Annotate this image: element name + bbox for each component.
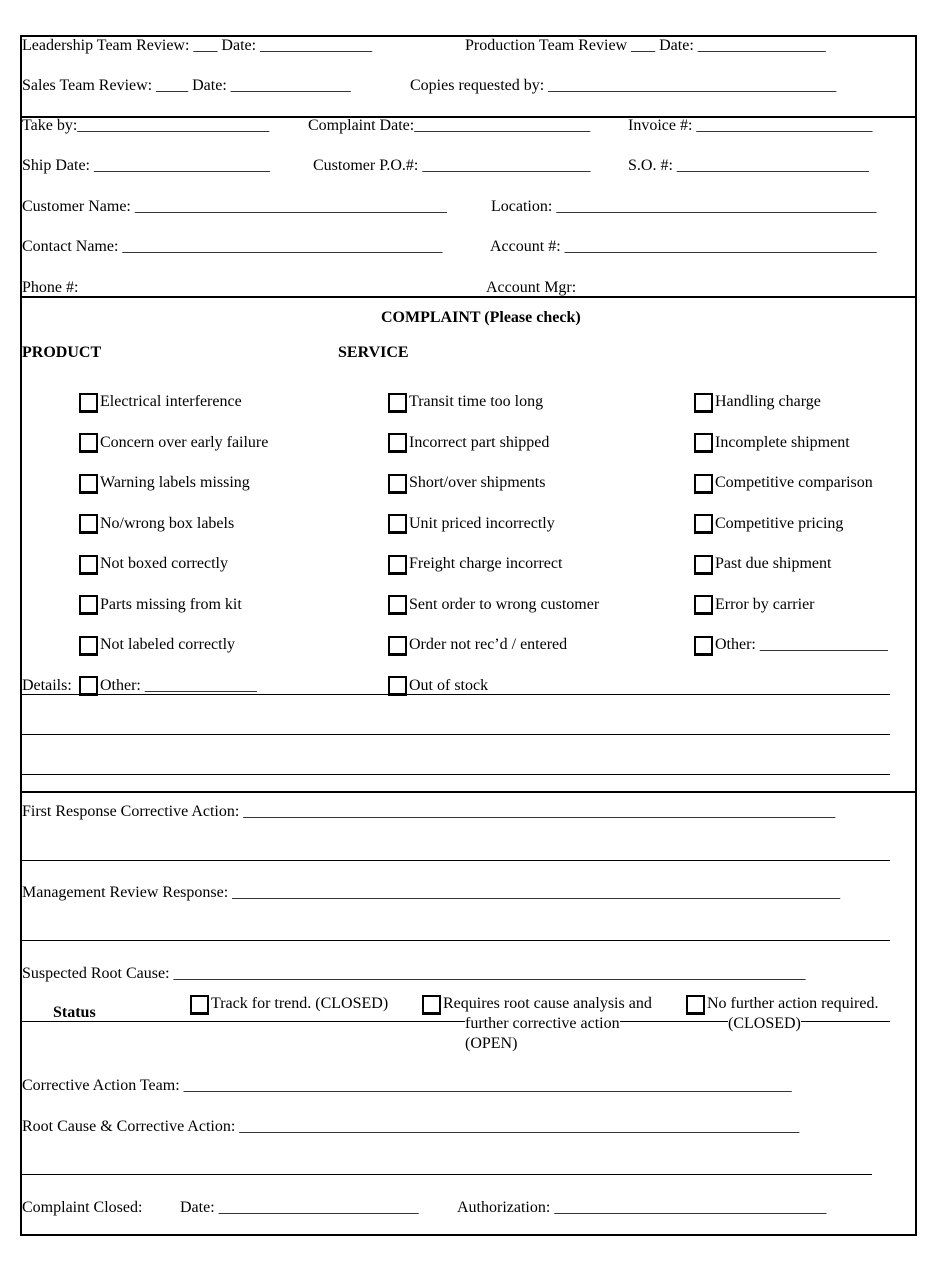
checkbox-warning-labels-missing[interactable]	[79, 474, 98, 493]
details-line-3[interactable]	[22, 774, 890, 775]
checkbox-competitive-pricing[interactable]	[694, 514, 713, 533]
label-electrical-interference: Electrical interference	[100, 393, 242, 410]
authorization-field[interactable]: Authorization: __________________________________	[457, 1199, 827, 1216]
so-number-field[interactable]: S.O. #: ________________________	[628, 157, 869, 174]
label-no-further-action: No further action required.	[707, 995, 879, 1012]
complaint-section	[20, 296, 917, 793]
label-warning-labels-missing: Warning labels missing	[100, 474, 250, 491]
checkbox-parts-missing-from-kit[interactable]	[79, 595, 98, 614]
label-not-boxed-correctly: Not boxed correctly	[100, 555, 228, 572]
customer-name-field[interactable]: Customer Name: _______________________________________	[22, 198, 447, 215]
leadership-review-field[interactable]: Leadership Team Review: ___ Date: ______________	[22, 37, 373, 54]
checkbox-sent-order-wrong-customer[interactable]	[388, 595, 407, 614]
checkbox-product-other[interactable]	[79, 676, 98, 695]
label-unit-priced-incorrectly: Unit priced incorrectly	[409, 515, 555, 532]
checkbox-short-over-shipments[interactable]	[388, 474, 407, 493]
production-review-field[interactable]: Production Team Review ___ Date: ________________	[465, 37, 826, 54]
label-track-for-trend: Track for trend. (CLOSED)	[211, 995, 389, 1012]
checkbox-not-boxed-correctly[interactable]	[79, 555, 98, 574]
corrective-action-team-field[interactable]: Corrective Action Team: ____________________________________________________________________________	[22, 1077, 792, 1094]
label-product-other: Other: ______________	[100, 677, 257, 694]
label-parts-missing-from-kit: Parts missing from kit	[100, 596, 242, 613]
account-number-field[interactable]: Account #: _______________________________________	[490, 238, 877, 255]
checkbox-handling-charge[interactable]	[694, 393, 713, 412]
label-requires-root-cause-line2: further corrective action	[465, 1015, 620, 1032]
checkbox-incorrect-part-shipped[interactable]	[388, 433, 407, 452]
account-mgr-field[interactable]: Account Mgr:	[486, 279, 577, 296]
root-cause-action-field[interactable]: Root Cause & Corrective Action: ______________________________________________________________________	[22, 1118, 800, 1135]
service-header: SERVICE	[338, 344, 409, 361]
label-incomplete-shipment: Incomplete shipment	[715, 434, 850, 451]
label-competitive-pricing: Competitive pricing	[715, 515, 844, 532]
ship-date-field[interactable]: Ship Date: ______________________	[22, 157, 270, 174]
label-competitive-comparison: Competitive comparison	[715, 474, 873, 491]
details-line-1[interactable]	[22, 694, 890, 695]
checkbox-transit-time-too-long[interactable]	[388, 393, 407, 412]
take-by-field[interactable]: Take by:________________________	[22, 117, 270, 134]
checkbox-competitive-comparison[interactable]	[694, 474, 713, 493]
checkbox-requires-root-cause[interactable]	[422, 995, 441, 1014]
label-freight-charge-incorrect: Freight charge incorrect	[409, 555, 563, 572]
location-field[interactable]: Location: ________________________________________	[491, 198, 877, 215]
label-requires-root-cause: Requires root cause analysis and	[443, 995, 652, 1012]
management-review-field[interactable]: Management Review Response: ____________________________________________________________________________	[22, 884, 841, 901]
checkbox-no-wrong-box-labels[interactable]	[79, 514, 98, 533]
label-error-by-carrier: Error by carrier	[715, 596, 815, 613]
label-incorrect-part-shipped: Incorrect part shipped	[409, 434, 550, 451]
checkbox-freight-charge-incorrect[interactable]	[388, 555, 407, 574]
checkbox-error-by-carrier[interactable]	[694, 595, 713, 614]
checkbox-no-further-action[interactable]	[686, 995, 705, 1014]
label-order-not-received: Order not rec’d / entered	[409, 636, 568, 653]
label-past-due-shipment: Past due shipment	[715, 555, 832, 572]
checkbox-track-for-trend[interactable]	[190, 995, 209, 1014]
response-section	[20, 791, 917, 1236]
invoice-field[interactable]: Invoice #: ______________________	[628, 117, 873, 134]
checkbox-concern-early-failure[interactable]	[79, 433, 98, 452]
checkbox-unit-priced-incorrectly[interactable]	[388, 514, 407, 533]
first-response-field[interactable]: First Response Corrective Action: __________________________________________________________________________	[22, 803, 836, 820]
label-sent-order-wrong-customer: Sent order to wrong customer	[409, 596, 600, 613]
label-transit-time-too-long: Transit time too long	[409, 393, 544, 410]
label-handling-charge: Handling charge	[715, 393, 821, 410]
product-header: PRODUCT	[22, 344, 102, 361]
label-service-other: Other: ________________	[715, 636, 888, 653]
customer-po-field[interactable]: Customer P.O.#: _____________________	[313, 157, 591, 174]
checkbox-order-not-received[interactable]	[388, 636, 407, 655]
complaint-closed-label: Complaint Closed:	[22, 1199, 143, 1216]
complaint-title: COMPLAINT (Please check)	[381, 309, 581, 326]
label-out-of-stock: Out of stock	[409, 677, 489, 694]
checkbox-service-other[interactable]	[694, 636, 713, 655]
details-line-2[interactable]	[22, 734, 890, 735]
checkbox-electrical-interference[interactable]	[79, 393, 98, 412]
label-no-further-action-line2: (CLOSED)	[728, 1015, 801, 1032]
root-cause-action-line-2[interactable]	[22, 1174, 872, 1175]
copies-requested-field[interactable]: Copies requested by: ____________________________________	[410, 77, 837, 94]
first-response-line-2[interactable]	[22, 860, 890, 861]
complaint-date-field[interactable]: Complaint Date:______________________	[308, 117, 591, 134]
details-label: Details:	[22, 677, 72, 694]
phone-field[interactable]: Phone #:	[22, 279, 79, 296]
label-concern-early-failure: Concern over early failure	[100, 434, 269, 451]
status-label: Status	[53, 1004, 96, 1021]
management-review-line-2[interactable]	[22, 940, 890, 941]
checkbox-incomplete-shipment[interactable]	[694, 433, 713, 452]
checkbox-out-of-stock[interactable]	[388, 676, 407, 695]
root-cause-field[interactable]: Suspected Root Cause: _______________________________________________________________________________	[22, 965, 806, 982]
label-requires-root-cause-line3: (OPEN)	[465, 1035, 518, 1052]
label-short-over-shipments: Short/over shipments	[409, 474, 546, 491]
sales-review-field[interactable]: Sales Team Review: ____ Date: _______________	[22, 77, 351, 94]
checkbox-not-labeled-correctly[interactable]	[79, 636, 98, 655]
label-not-labeled-correctly: Not labeled correctly	[100, 636, 236, 653]
checkbox-past-due-shipment[interactable]	[694, 555, 713, 574]
closed-date-field[interactable]: Date: _________________________	[180, 1199, 419, 1216]
label-no-wrong-box-labels: No/wrong box labels	[100, 515, 235, 532]
contact-name-field[interactable]: Contact Name: ________________________________________	[22, 238, 443, 255]
